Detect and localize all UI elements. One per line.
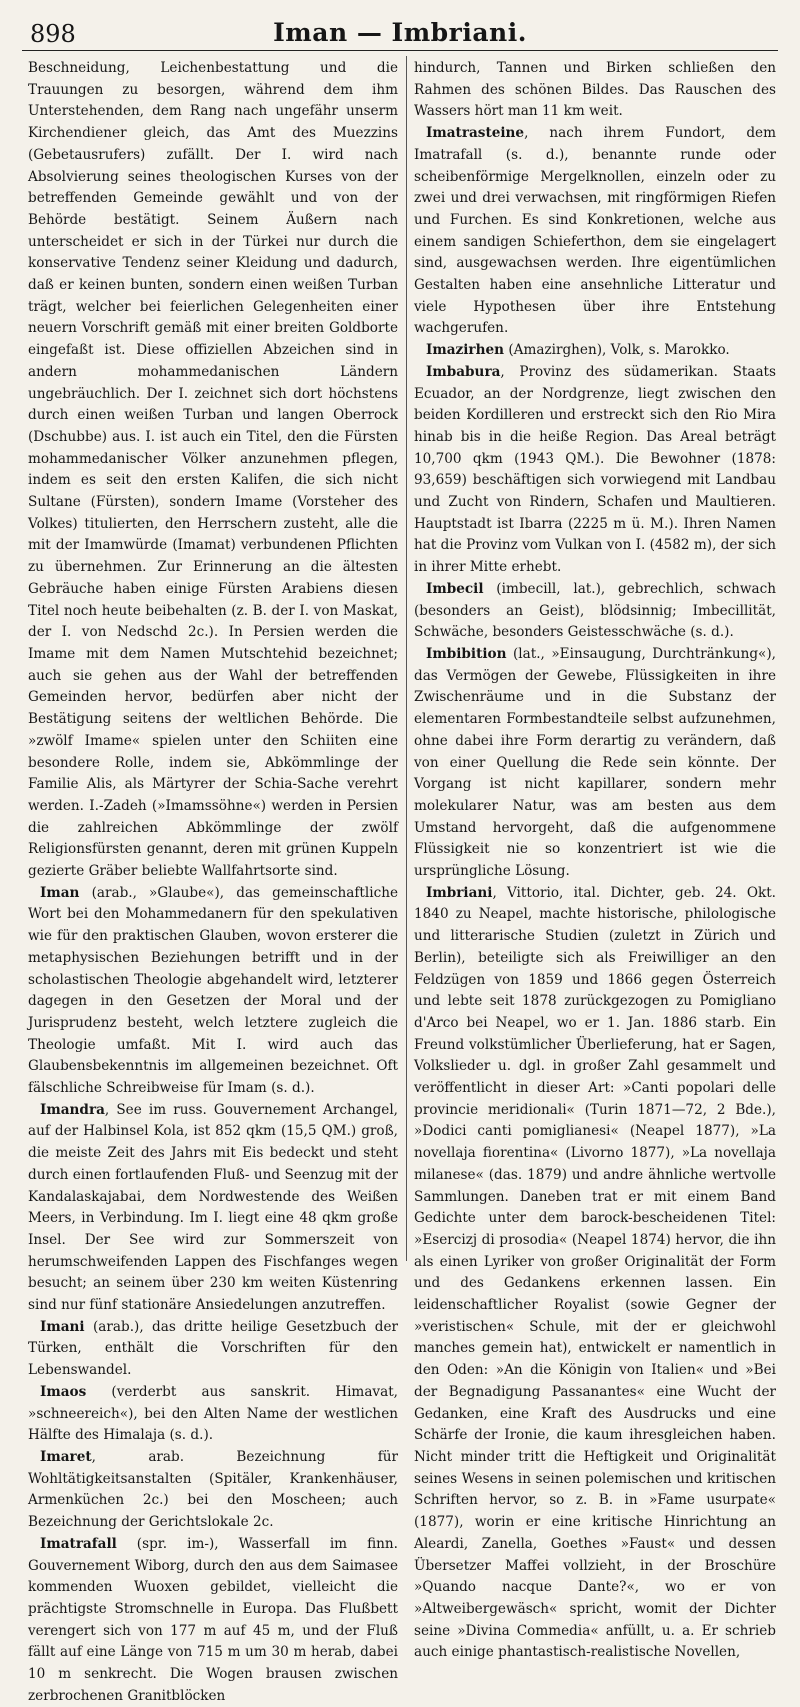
entry-text: (imbecill, lat.), gebrechlich, schwach (besonders an Geist), blödsinnig; Imbecillität, Schwäche, besonders Geistesschwäche (s. d.).: [414, 580, 776, 641]
entry-headword: Imbriani: [426, 884, 493, 901]
dictionary-entry: [28, 1447, 398, 1534]
entry-text: (arab.), das dritte heilige Gesetzbuch der Türken, enthält die Vorschriften für den Lebenswandel.: [28, 1318, 398, 1379]
dictionary-entry: [414, 644, 776, 883]
page-number: 898: [30, 20, 76, 48]
dictionary-page: [22, 16, 778, 1704]
entry-text: , Vittorio, ital. Dichter, geb. 24. Okt. 1840 zu Neapel, machte historische, philologische und litterarische Studien (zuletzt in Zürich und Berlin), beteiligte sich als Freiwilliger an den Feldzügen von 1859 und 1866 gegen Österreich und lebte seit 1878 zurückgezogen zu Pomigliano d'Arco bei Neapel, wo er 1. Jan. 1886 starb. Ein Freund volkstümlicher Überlieferung, hat er Sagen, Volkslieder u. dgl. in großer Zahl gesammelt und veröffentlicht in dieser Art: »Canti popolari delle provincie meridionali« (Turin 1871—72, 2 Bde.), »Dodici canti pomiglianesi« (Neapel 1877), »La novellaja fiorentina« (Livorno 1877), »La novellaja milanese« (das. 1879) und andre ähnliche wertvolle Sammlungen. Daneben trat er mit einem Band Gedichte unter dem barock-bescheidenen Titel: »Esercizj di prosodia« (Neapel 1874) hervor, die ihn als einen Lyriker von großer Originalität der Form und des Gedankens erkennen lassen. Ein leidenschaftlicher Royalist (sowie Gegner der »veristischen« Schule, mit der er gleichwohl manches gemein hat), entwickelt er namentlich in den Oden: »An die Königin von Italien« und »Bei der Begnadigung Passanantes« eine Wucht der Gedanken, eine Kraft des Ausdrucks und eine Schärfe der Ironie, die kaum ihresgleichen haben. Nicht minder tritt die Heftigkeit und Originalität seines Wesens in seinen polemischen und kritischen Schriften hervor, so z. B. in »Fame usurpate« (1877), worin er eine kritische Hinrichtung an Aleardi, Zanella, Goethes »Faust« und dessen Übersetzer Maffei vollzieht, in der Broschüre »Quando nacque Dante?«, wo er von »Altweibergewäsch« spricht, womit der Dichter seine »Divina Commedia« anfüllt, u. a. Er schrieb auch einige phantastisch-realistische Novellen,: [414, 884, 776, 1661]
entry-headword: Imbibition: [426, 645, 507, 662]
entry-text: hindurch, Tannen und Birken schließen den Rahmen des schönen Bildes. Das Rauschen des Wassers hört man 11 km weit.: [414, 60, 776, 120]
dictionary-entry: [414, 123, 776, 340]
entry-text: (Amazirghen), Volk, s. Marokko.: [504, 342, 730, 359]
dictionary-entry: [28, 1317, 398, 1382]
dictionary-entry: [28, 1534, 398, 1707]
dictionary-entry: [414, 579, 776, 644]
dictionary-entry: [28, 1382, 398, 1447]
entry-text: Beschneidung, Leichenbestattung und die Trauungen zu besorgen, während dem ihm Unterstehenden, dem Rang nach ungefähr unserm Kirchendiener gleich, das Amt des Muezzins (Gebetausrufers) zufällt. Der I. wird nach Absolvierung seines theologischen Kurses von der betreffenden Gemeinde gewählt und von der Behörde bestätigt. Seinem Äußern nach unterscheidet er sich in der Türkei nur durch die konservative Tendenz seiner Kleidung und dadurch, daß er keinen bunten, sondern einen weißen Turban trägt, welcher bei feierlichen Gelegenheiten einer neuern Vorschrift gemäß mit einer breiten Goldborte eingefaßt ist. Diese offiziellen Abzeichen sind in andern mohammedanischen Ländern ungebräuchlich. Der I. zeichnet sich dort höchstens durch einen weißen Turban und langen Oberrock (Dschubbe) aus. I. ist auch ein Titel, den die Fürsten mohammedanischer Völker anzunehmen pflegen, indem es seit den ersten Kalifen, die sich nicht Sultane (Fürsten), sondern Imame (Vorsteher des Volkes) titulierten, den Herrschern zusteht, alle die mit der Imamwürde (Imamat) verbundenen Pflichten zu übernehmen. Zur Erinnerung an die ältesten Gebräuche haben einige Fürsten Arabiens diesen Titel noch heute beibehalten (z. B. der I. von Maskat, der I. von Nedschd 2c.). In Persien werden die Imame mit dem Namen Mutschtehid bezeichnet; auch sie gehen aus der Wahl der betreffenden Gemeinden hervor, bedürfen aber nicht der Bestätigung seitens der weltlichen Behörde. Die »zwölf Imame« spielen unter den Schiiten eine besondere Rolle, indem sie, Abkömmlinge der Familie Alis, als Märtyrer der Schia-Sache verehrt werden. I.-Zadeh (»Imamssöhne«) werden in Persien die zahlreichen Abkömmlinge der zwölf Religionsfürsten genannt, deren mit grünen Kuppeln gezierte Gräber beliebte Wallfahrtsorte sind.: [28, 60, 398, 880]
text-columns: [22, 58, 778, 1704]
entry-text: (arab., »Glaube«), das gemeinschaftliche Wort bei den Mohammedanern für den spekulativen wie für den praktischen Glauben, wovon ersterer die metaphysischen Beziehungen betrifft und in der scholastischen Theologie abgehandelt wird, letzterer dagegen in den Gesetzen der Moral und der Jurisprudenz besteht, welch letztere zugleich die Theologie umfaßt. Mit I. wird auch das Glaubensbekenntnis im allgemeinen bezeichnet. Oft fälschliche Schreibweise für Imam (s. d.).: [28, 884, 398, 1097]
entry-text: , Provinz des südamerikan. Staats Ecuador, an der Nordgrenze, liegt zwischen den beiden Kordilleren und erstreckt sich den Rio Mira hinab bis in die heiße Region. Das Areal beträgt 10,700 qkm (1943 QM.). Die Bewohner (1878: 93,659) beschäftigen sich vorwiegend mit Landbau und Zucht von Rindern, Schafen und Maultieren. Hauptstadt ist Ibarra (2225 m ü. M.). Ihren Namen hat die Provinz vom Vulkan von I. (4582 m), der sich in ihrer Mitte erhebt.: [414, 363, 776, 576]
entry-headword: Imazirhen: [426, 342, 505, 359]
left-column: [28, 58, 398, 1704]
entry-headword: Imandra: [40, 1101, 105, 1118]
continued-text: [28, 58, 398, 883]
page-header: [22, 16, 778, 51]
entry-text: (spr. im-), Wasserfall im finn. Gouvernement Wiborg, durch den aus dem Saimasee kommenden Wuoxen gebildet, vielleicht die prächtigste Stromschnelle in Europa. Das Flußbett verengert sich von 177 m auf 45 m, und der Fluß fällt auf eine Länge von 715 m um 30 m herab, dabei 10 m senkrecht. Die Wogen brausen zwischen zerbrochenen Granitblöcken: [28, 1535, 398, 1704]
right-column: [414, 58, 776, 1661]
entry-text: (verderbt aus sanskrit. Himavat, »schneereich«), bei den Alten Name der westlichen Hälfte des Himalaja (s. d.).: [28, 1383, 398, 1444]
entry-text: (lat., »Einsaugung, Durchtränkung«), das Vermögen der Gewebe, Flüssigkeiten in ihre Zwischenräume und in die Substanz der elementaren Formbestandteile selbst aufzunehmen, ohne dabei ihre Form derartig zu verändern, daß von einer Quellung die Rede sein könnte. Der Vorgang ist nicht kapillarer, sondern mehr molekularer Natur, was am besten aus dem Umstand hervorgeht, daß die aufgenommene Flüssigkeit nie so konzentriert ist wie die ursprüngliche Lösung.: [414, 645, 776, 880]
entry-text: , nach ihrem Fundort, dem Imatrafall (s. d.), benannte runde oder scheibenförmige Mergelknollen, einzeln oder zu zwei und drei verwachsen, mit ringförmigen Riefen und Furchen. Es sind Konkretionen, welche aus einem sandigen Schieferthon, dem sie eingelagert sind, ausgewachsen werden. Ihre eigentümlichen Gestalten haben eine ansehnliche Litteratur und viele Hypothesen über ihre Entstehung wachgerufen.: [414, 125, 776, 337]
dictionary-entry: [28, 1100, 398, 1317]
entry-headword: Imani: [40, 1318, 85, 1335]
dictionary-entry: [414, 362, 776, 579]
entry-headword: Imaos: [40, 1383, 87, 1400]
running-head: Iman — Imbriani.: [273, 18, 527, 47]
entry-text: , arab. Bezeichnung für Wohltätigkeitsanstalten (Spitäler, Krankenhäuser, Armenküchen 2c.) bei den Moscheen; auch Bezeichnung der Gerichtslokale 2c.: [28, 1449, 398, 1531]
dictionary-entry: [414, 340, 776, 362]
continued-text: [414, 58, 776, 123]
entry-headword: Imaret: [40, 1449, 92, 1465]
entry-text: , See im russ. Gouvernement Archangel, auf der Halbinsel Kola, ist 852 qkm (15,5 QM.) groß, die meiste Zeit des Jahrs mit Eis bedeckt und steht durch einen fortlaufenden Fluß- und Seenzug mit der Kandalaskajabai, dem Nordwestende des Weißen Meers, in Verbindung. Im I. liegt eine 48 qkm große Insel. Der See wird zur Sommerszeit von herumschweifenden Lappen des Fischfanges wegen besucht; an seinem über 230 km weiten Küstenring sind nur fünf stationäre Ansiedelungen anzutreffen.: [28, 1101, 398, 1314]
dictionary-entry: [28, 883, 398, 1100]
entry-headword: Iman: [40, 884, 80, 901]
entry-headword: Imatrasteine: [426, 125, 525, 142]
entry-headword: Imatrafall: [40, 1535, 117, 1552]
dictionary-entry: [414, 883, 776, 1664]
entry-headword: Imbabura: [426, 363, 501, 380]
entry-headword: Imbecil: [426, 580, 484, 597]
